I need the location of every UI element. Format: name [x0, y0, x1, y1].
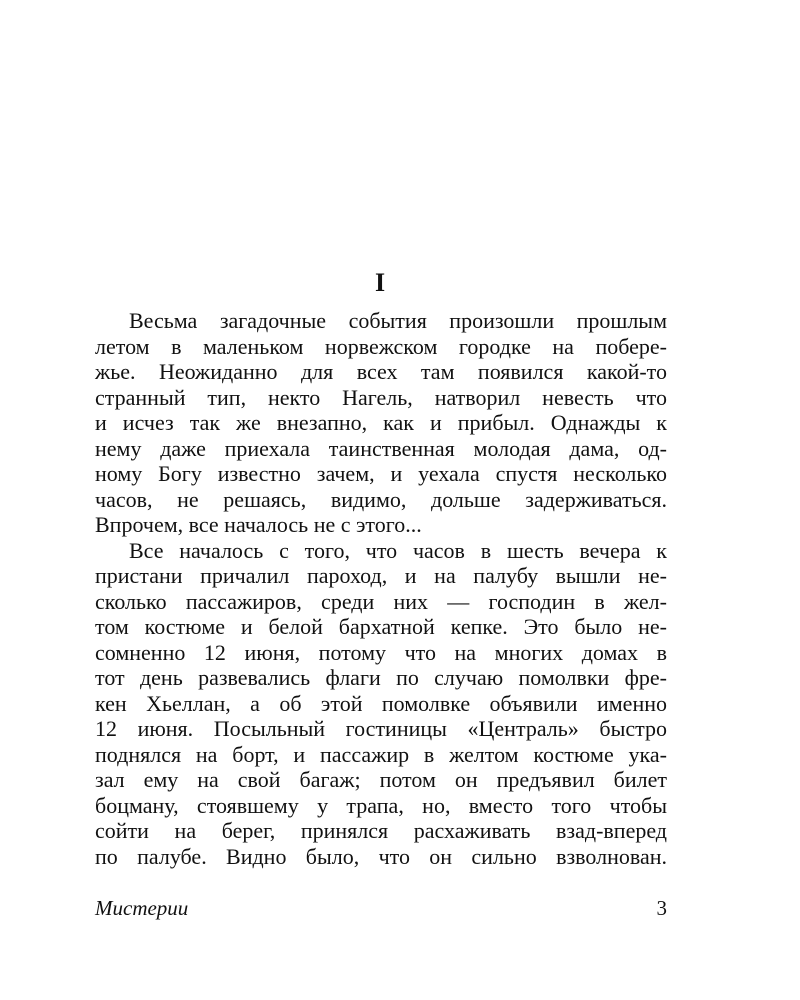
text-line: ному Богу известно зачем, и уехала спустя несколько	[95, 461, 667, 486]
text-line: поднялся на борт, и пассажир в желтом костюме ука-	[95, 741, 667, 767]
text-line: сомненно 12 июня, потому что на многих домах в	[95, 639, 667, 665]
text-line: боцману, стоявшему у трапа, но, вместо того чтобы	[95, 792, 667, 818]
text-line: сколько пассажиров, среди них — господин в жел-	[95, 588, 667, 614]
text-line: Все началось с того, что часов в шесть вечера к	[129, 537, 667, 563]
text-line: летом в маленьком норвежском городке на побере-	[95, 333, 667, 359]
text-line: Весьма загадочные события произошли прошлым	[129, 308, 667, 333]
text-line: часов, не решаясь, видимо, дольше задерживаться.	[95, 486, 667, 512]
text-line: Впрочем, все началось не с этого...	[95, 512, 422, 537]
text-line: 12 июня. Посыльный гостиницы «Централь» быстро	[95, 716, 667, 741]
text-line: тот день развевались флаги по случаю помолвки фре-	[95, 665, 667, 690]
text-line: жье. Неожиданно для всех там появился какой-то	[95, 359, 667, 384]
text-line: сойти на берег, принялся расхаживать взад-вперед	[95, 818, 667, 843]
text-line: том костюме и белой бархатной кепке. Это было не-	[95, 614, 667, 639]
text-line: кен Хьеллан, а об этой помолвке объявили именно	[95, 690, 667, 716]
text-line: пристани причалил пароход, и на палубу вышли не-	[95, 563, 667, 588]
text-line: нему даже приехала таинственная молодая дама, од-	[95, 435, 667, 461]
page-number: 3	[656, 896, 667, 920]
text-line: зал ему на свой багаж; потом он предъявил билет	[95, 767, 667, 792]
running-title: Мистерии	[95, 896, 189, 920]
text-line: по палубе. Видно было, что он сильно взволнован.	[95, 843, 667, 869]
chapter-number: I	[374, 268, 386, 297]
body-text	[95, 308, 667, 869]
page-footer	[95, 894, 667, 922]
text-line: и исчез так же внезапно, как и прибыл. Однажды к	[95, 410, 667, 435]
text-line: странный тип, некто Нагель, натворил невесть что	[95, 384, 667, 410]
